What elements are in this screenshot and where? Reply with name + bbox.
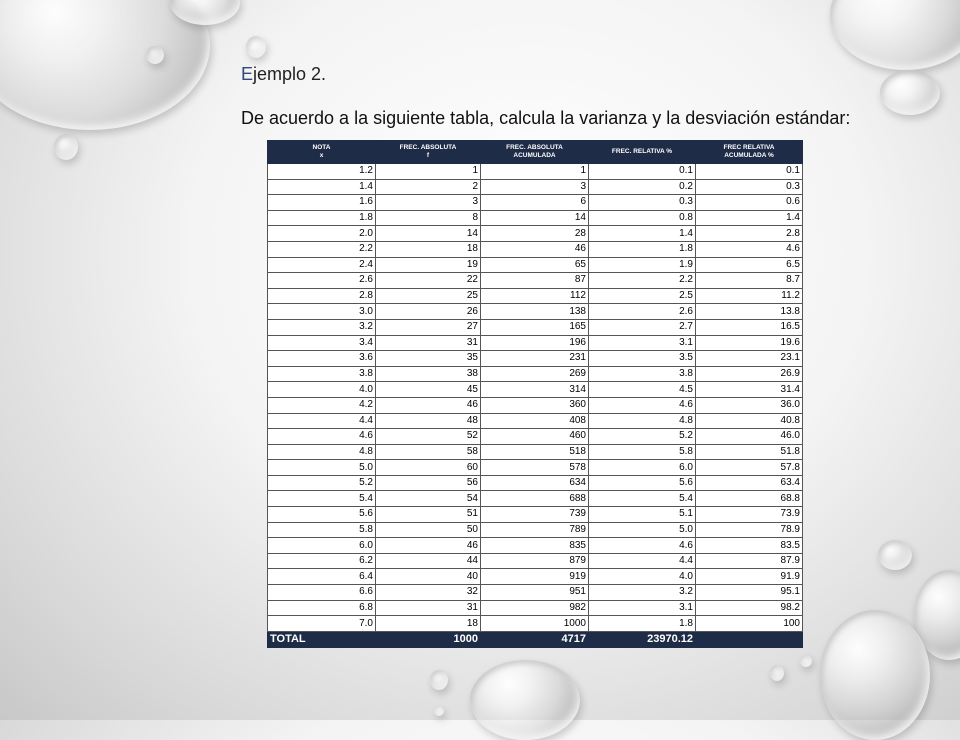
- cell-nota: 7.0: [268, 616, 376, 632]
- cell-frec-relativa: 4.6: [589, 538, 696, 554]
- cell-frec-absoluta: 52: [376, 429, 481, 445]
- table-row: [268, 600, 803, 616]
- total-label: TOTAL: [268, 631, 376, 647]
- header-frec-absoluta-acumulada: FREC. ABSOLUTA ACUMULADA: [481, 141, 589, 164]
- cell-nota: 6.6: [268, 585, 376, 601]
- table-row: [268, 195, 803, 211]
- cell-frec-absoluta: 44: [376, 553, 481, 569]
- cell-frec-relativa-acumulada: 26.9: [696, 366, 803, 382]
- table-row: [268, 257, 803, 273]
- cell-frec-relativa: 1.9: [589, 257, 696, 273]
- water-drop-decoration: [146, 46, 164, 64]
- table-row: [268, 210, 803, 226]
- cell-frec-relativa-acumulada: 78.9: [696, 522, 803, 538]
- table-row: [268, 164, 803, 180]
- cell-frec-absoluta: 18: [376, 241, 481, 257]
- cell-frec-relativa-acumulada: 11.2: [696, 288, 803, 304]
- cell-nota: 6.4: [268, 569, 376, 585]
- slide-title-rest: jemplo 2.: [253, 64, 327, 84]
- cell-nota: 4.2: [268, 397, 376, 413]
- water-drop-decoration: [470, 660, 580, 740]
- table-row: [268, 585, 803, 601]
- cell-nota: 2.2: [268, 241, 376, 257]
- cell-frec-relativa: 0.3: [589, 195, 696, 211]
- cell-frec-absoluta: 2: [376, 179, 481, 195]
- water-drop-decoration: [830, 0, 960, 70]
- table-row: [268, 397, 803, 413]
- cell-frec-absoluta-acumulada: 46: [481, 241, 589, 257]
- cell-frec-relativa: 2.5: [589, 288, 696, 304]
- cell-frec-absoluta-acumulada: 360: [481, 397, 589, 413]
- cell-frec-relativa: 3.1: [589, 335, 696, 351]
- table-row: [268, 288, 803, 304]
- water-drop-decoration: [0, 0, 210, 130]
- cell-nota: 3.0: [268, 304, 376, 320]
- cell-nota: 5.2: [268, 475, 376, 491]
- water-drop-decoration: [54, 134, 78, 160]
- cell-frec-relativa-acumulada: 6.5: [696, 257, 803, 273]
- cell-nota: 4.6: [268, 429, 376, 445]
- cell-frec-absoluta: 31: [376, 600, 481, 616]
- table-row: [268, 507, 803, 523]
- cell-frec-relativa-acumulada: 100: [696, 616, 803, 632]
- cell-frec-absoluta: 45: [376, 382, 481, 398]
- cell-frec-absoluta: 26: [376, 304, 481, 320]
- total-frec-relativa: 23970.12: [589, 631, 696, 647]
- slide-title: [241, 64, 326, 85]
- table-row: [268, 366, 803, 382]
- cell-frec-absoluta-acumulada: 460: [481, 429, 589, 445]
- cell-nota: 3.2: [268, 319, 376, 335]
- cell-frec-relativa-acumulada: 4.6: [696, 241, 803, 257]
- cell-frec-absoluta: 32: [376, 585, 481, 601]
- cell-nota: 1.6: [268, 195, 376, 211]
- table-row: [268, 569, 803, 585]
- table-row: [268, 413, 803, 429]
- cell-frec-relativa-acumulada: 73.9: [696, 507, 803, 523]
- table-row: [268, 335, 803, 351]
- cell-frec-relativa-acumulada: 40.8: [696, 413, 803, 429]
- cell-nota: 6.8: [268, 600, 376, 616]
- cell-frec-relativa: 5.2: [589, 429, 696, 445]
- cell-frec-absoluta-acumulada: 835: [481, 538, 589, 554]
- cell-frec-relativa: 4.8: [589, 413, 696, 429]
- cell-frec-relativa-acumulada: 13.8: [696, 304, 803, 320]
- cell-frec-absoluta: 22: [376, 273, 481, 289]
- cell-frec-absoluta-acumulada: 739: [481, 507, 589, 523]
- cell-frec-relativa: 2.2: [589, 273, 696, 289]
- cell-frec-relativa: 5.1: [589, 507, 696, 523]
- cell-frec-absoluta-acumulada: 138: [481, 304, 589, 320]
- cell-frec-relativa-acumulada: 63.4: [696, 475, 803, 491]
- table-total-row: [268, 631, 803, 647]
- cell-frec-relativa-acumulada: 83.5: [696, 538, 803, 554]
- cell-nota: 2.4: [268, 257, 376, 273]
- cell-frec-absoluta-acumulada: 982: [481, 600, 589, 616]
- cell-nota: 2.0: [268, 226, 376, 242]
- water-drop-decoration: [246, 36, 266, 58]
- cell-frec-relativa: 0.8: [589, 210, 696, 226]
- cell-frec-relativa-acumulada: 16.5: [696, 319, 803, 335]
- cell-frec-relativa: 5.4: [589, 491, 696, 507]
- cell-frec-relativa: 3.5: [589, 351, 696, 367]
- cell-nota: 5.0: [268, 460, 376, 476]
- cell-frec-relativa-acumulada: 46.0: [696, 429, 803, 445]
- cell-nota: 6.0: [268, 538, 376, 554]
- cell-nota: 1.4: [268, 179, 376, 195]
- slide-subtitle: De acuerdo a la siguiente tabla, calcula la varianza y la desviación estándar:: [241, 108, 851, 128]
- cell-frec-absoluta-acumulada: 65: [481, 257, 589, 273]
- cell-frec-absoluta-acumulada: 112: [481, 288, 589, 304]
- cell-frec-relativa-acumulada: 8.7: [696, 273, 803, 289]
- cell-frec-absoluta-acumulada: 6: [481, 195, 589, 211]
- cell-frec-relativa-acumulada: 68.8: [696, 491, 803, 507]
- table-row: [268, 460, 803, 476]
- table-row: [268, 538, 803, 554]
- table-row: [268, 351, 803, 367]
- cell-frec-relativa: 5.8: [589, 444, 696, 460]
- cell-frec-absoluta: 60: [376, 460, 481, 476]
- cell-frec-absoluta-acumulada: 231: [481, 351, 589, 367]
- table-row: [268, 273, 803, 289]
- cell-frec-absoluta: 38: [376, 366, 481, 382]
- cell-nota: 1.2: [268, 164, 376, 180]
- header-frec-absoluta: FREC. ABSOLUTA f: [376, 141, 481, 164]
- cell-frec-relativa: 1.4: [589, 226, 696, 242]
- table-row: [268, 553, 803, 569]
- cell-frec-relativa-acumulada: 1.4: [696, 210, 803, 226]
- cell-frec-absoluta-acumulada: 269: [481, 366, 589, 382]
- cell-frec-relativa-acumulada: 36.0: [696, 397, 803, 413]
- cell-frec-absoluta-acumulada: 951: [481, 585, 589, 601]
- cell-nota: 5.4: [268, 491, 376, 507]
- cell-frec-relativa: 0.1: [589, 164, 696, 180]
- frequency-table: [267, 140, 803, 648]
- water-drop-decoration: [800, 655, 812, 667]
- table-row: [268, 304, 803, 320]
- cell-frec-absoluta: 19: [376, 257, 481, 273]
- cell-frec-relativa: 3.8: [589, 366, 696, 382]
- cell-frec-relativa: 2.7: [589, 319, 696, 335]
- cell-frec-relativa: 5.6: [589, 475, 696, 491]
- cell-frec-relativa: 1.8: [589, 241, 696, 257]
- cell-frec-relativa-acumulada: 31.4: [696, 382, 803, 398]
- cell-frec-relativa: 2.6: [589, 304, 696, 320]
- cell-frec-absoluta-acumulada: 1: [481, 164, 589, 180]
- cell-frec-absoluta-acumulada: 879: [481, 553, 589, 569]
- cell-frec-absoluta: 8: [376, 210, 481, 226]
- cell-frec-absoluta-acumulada: 14: [481, 210, 589, 226]
- cell-frec-relativa-acumulada: 0.1: [696, 164, 803, 180]
- cell-frec-absoluta-acumulada: 688: [481, 491, 589, 507]
- cell-nota: 5.8: [268, 522, 376, 538]
- cell-frec-absoluta: 51: [376, 507, 481, 523]
- cell-frec-relativa: 0.2: [589, 179, 696, 195]
- table-row: [268, 444, 803, 460]
- table-header-row: [268, 141, 803, 164]
- cell-frec-absoluta: 14: [376, 226, 481, 242]
- header-nota: NOTA x: [268, 141, 376, 164]
- cell-frec-absoluta: 50: [376, 522, 481, 538]
- cell-frec-relativa: 1.8: [589, 616, 696, 632]
- cell-frec-relativa: 4.0: [589, 569, 696, 585]
- cell-nota: 4.4: [268, 413, 376, 429]
- cell-nota: 5.6: [268, 507, 376, 523]
- cell-frec-absoluta-acumulada: 196: [481, 335, 589, 351]
- cell-frec-relativa: 4.5: [589, 382, 696, 398]
- cell-frec-absoluta-acumulada: 87: [481, 273, 589, 289]
- table-row: [268, 226, 803, 242]
- water-drop-decoration: [878, 540, 912, 570]
- cell-nota: 3.6: [268, 351, 376, 367]
- cell-frec-absoluta-acumulada: 518: [481, 444, 589, 460]
- cell-frec-relativa-acumulada: 0.3: [696, 179, 803, 195]
- cell-frec-absoluta-acumulada: 1000: [481, 616, 589, 632]
- table-row: [268, 522, 803, 538]
- table-body: [268, 164, 803, 632]
- cell-frec-relativa-acumulada: 19.6: [696, 335, 803, 351]
- total-frec-absoluta-acumulada: 4717: [481, 631, 589, 647]
- cell-nota: 4.8: [268, 444, 376, 460]
- cell-frec-absoluta: 25: [376, 288, 481, 304]
- cell-frec-absoluta: 48: [376, 413, 481, 429]
- water-drop-decoration: [770, 665, 784, 681]
- cell-nota: 2.8: [268, 288, 376, 304]
- table-row: [268, 616, 803, 632]
- cell-frec-relativa-acumulada: 95.1: [696, 585, 803, 601]
- water-drop-decoration: [880, 70, 940, 115]
- cell-frec-relativa: 4.4: [589, 553, 696, 569]
- cell-frec-relativa-acumulada: 87.9: [696, 553, 803, 569]
- cell-nota: 3.8: [268, 366, 376, 382]
- cell-frec-absoluta: 3: [376, 195, 481, 211]
- header-frec-relativa: FREC. RELATIVA %: [589, 141, 696, 164]
- cell-frec-relativa-acumulada: 51.8: [696, 444, 803, 460]
- cell-frec-absoluta: 58: [376, 444, 481, 460]
- cell-frec-relativa: 3.1: [589, 600, 696, 616]
- water-drop-decoration: [430, 670, 448, 690]
- cell-frec-relativa-acumulada: 91.9: [696, 569, 803, 585]
- water-drop-decoration: [820, 610, 930, 740]
- cell-nota: 6.2: [268, 553, 376, 569]
- cell-frec-absoluta: 46: [376, 538, 481, 554]
- cell-nota: 1.8: [268, 210, 376, 226]
- cell-frec-absoluta-acumulada: 3: [481, 179, 589, 195]
- table-row: [268, 319, 803, 335]
- total-frec-absoluta: 1000: [376, 631, 481, 647]
- cell-frec-absoluta-acumulada: 578: [481, 460, 589, 476]
- cell-frec-absoluta: 56: [376, 475, 481, 491]
- cell-frec-relativa-acumulada: 2.8: [696, 226, 803, 242]
- cell-frec-relativa: 3.2: [589, 585, 696, 601]
- water-drop-decoration: [434, 706, 444, 716]
- table-row: [268, 475, 803, 491]
- cell-frec-relativa: 5.0: [589, 522, 696, 538]
- cell-frec-absoluta-acumulada: 634: [481, 475, 589, 491]
- cell-frec-absoluta-acumulada: 408: [481, 413, 589, 429]
- cell-frec-relativa-acumulada: 0.6: [696, 195, 803, 211]
- cell-frec-relativa-acumulada: 98.2: [696, 600, 803, 616]
- cell-frec-relativa: 4.6: [589, 397, 696, 413]
- cell-frec-absoluta-acumulada: 789: [481, 522, 589, 538]
- cell-frec-relativa: 6.0: [589, 460, 696, 476]
- cell-frec-absoluta-acumulada: 165: [481, 319, 589, 335]
- cell-frec-absoluta-acumulada: 314: [481, 382, 589, 398]
- table-row: [268, 382, 803, 398]
- slide-title-initial: E: [241, 64, 254, 84]
- cell-frec-absoluta: 35: [376, 351, 481, 367]
- table-row: [268, 491, 803, 507]
- table-row: [268, 241, 803, 257]
- cell-nota: 2.6: [268, 273, 376, 289]
- cell-frec-absoluta: 1: [376, 164, 481, 180]
- cell-frec-absoluta: 40: [376, 569, 481, 585]
- cell-frec-relativa-acumulada: 23.1: [696, 351, 803, 367]
- total-frec-relativa-acumulada: [696, 631, 803, 647]
- cell-nota: 3.4: [268, 335, 376, 351]
- cell-frec-absoluta-acumulada: 919: [481, 569, 589, 585]
- cell-frec-absoluta: 18: [376, 616, 481, 632]
- header-frec-relativa-acumulada: FREC RELATIVA ACUMULADA %: [696, 141, 803, 164]
- table-row: [268, 429, 803, 445]
- cell-nota: 4.0: [268, 382, 376, 398]
- cell-frec-absoluta: 27: [376, 319, 481, 335]
- cell-frec-absoluta: 54: [376, 491, 481, 507]
- cell-frec-relativa-acumulada: 57.8: [696, 460, 803, 476]
- cell-frec-absoluta: 46: [376, 397, 481, 413]
- cell-frec-absoluta: 31: [376, 335, 481, 351]
- cell-frec-absoluta-acumulada: 28: [481, 226, 589, 242]
- table-row: [268, 179, 803, 195]
